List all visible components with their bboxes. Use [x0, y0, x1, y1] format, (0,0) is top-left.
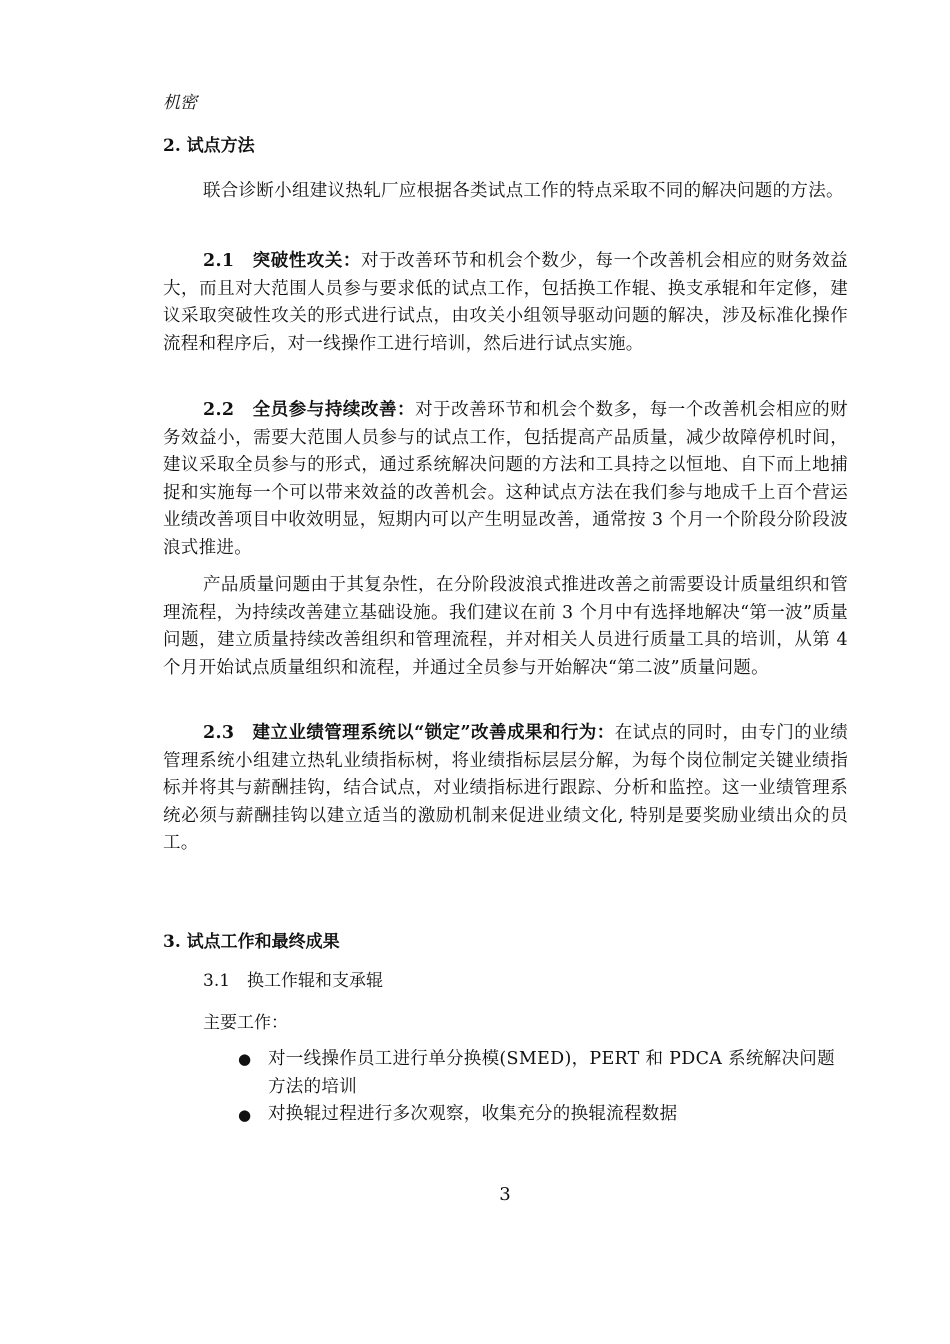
list-item: 对一线操作员工进行单分换模(SMED)，PERT 和 PDCA 系统解决问题方法的培训	[268, 1049, 835, 1097]
page-number: 3	[499, 1184, 511, 1205]
paragraph-quality: 产品质量问题由于其复杂性，在分阶段波浪式推进改善之前需要设计质量组织和管理流程，为持续改善建立基础设施。我们建议在前 3 个月中有选择地解决“第一波”质量问题，建立质量持续改善组织和管理流程，并对相关人员进行质量工具的培训，从第 4 个月开始试点质量组织和流程，并通过全员参与开始解决“第二波”质量问题。	[163, 575, 848, 678]
paragraph-2-3-body: 在试点的同时，由专门的业绩管理系统小组建立热轧业绩指标树，将业绩指标层层分解，为每个岗位制定关键业绩指标并将其与薪酬挂钩，结合试点，对业绩指标进行跟踪、分析和监控。这一业绩管理系统必须与薪酬挂钩以建立适当的激励机制来促进业绩文化, 特别是要奖励业绩出众的员工。	[163, 723, 848, 853]
bullet-dot-icon: ●	[238, 1106, 252, 1124]
paragraph-2-2-body: 对于改善环节和机会个数多，每一个改善机会相应的财务效益小，需要大范围人员参与的试点工作，包括提高产品质量，减少故障停机时间，建议采取全员参与的形式，通过系统解决问题的方法和工具持之以恒地、自下而上地捕捉和实施每一个可以带来效益的改善机会。这种试点方法在我们参与地成千上百个营运业绩改善项目中收效明显，短期内可以产生明显改善，通常按 3 个月一个阶段分阶段波浪式推进。	[163, 400, 848, 558]
paragraph-2-3	[163, 720, 848, 858]
list-item: 对换辊过程进行多次观察，收集充分的换辊流程数据	[268, 1104, 678, 1124]
paragraph-2-1-lead: 2.1 突破性攻关：	[203, 251, 361, 271]
paragraph-2-1	[163, 248, 848, 358]
section-2-intro: 联合诊断小组建议热轧厂应根据各类试点工作的特点采取不同的解决问题的方法。	[203, 181, 844, 201]
subsection-3-1: 3.1 换工作辊和支承辊	[203, 971, 384, 991]
section-3-heading: 3. 试点工作和最终成果	[163, 932, 340, 952]
paragraph-2-2-lead: 2.2 全员参与持续改善：	[203, 400, 416, 420]
main-work-label: 主要工作：	[203, 1013, 288, 1033]
bullet-dot-icon: ●	[238, 1050, 252, 1068]
paragraph-2-3-lead: 2.3 建立业绩管理系统以“锁定”改善成果和行为：	[203, 723, 615, 743]
paragraph-2-1-body: 对于改善环节和机会个数少，每一个改善机会相应的财务效益大，而且对大范围人员参与要求低的试点工作，包括换工作辊、换支承辊和年定修，建议采取突破性攻关的形式进行试点，由攻关小组领导驱动问题的解决，涉及标准化操作流程和程序后，对一线操作工进行培训，然后进行试点实施。	[163, 251, 848, 354]
confidential-label: 机密	[163, 93, 197, 113]
paragraph-2-2	[163, 397, 848, 562]
section-2-heading: 2. 试点方法	[163, 136, 255, 156]
